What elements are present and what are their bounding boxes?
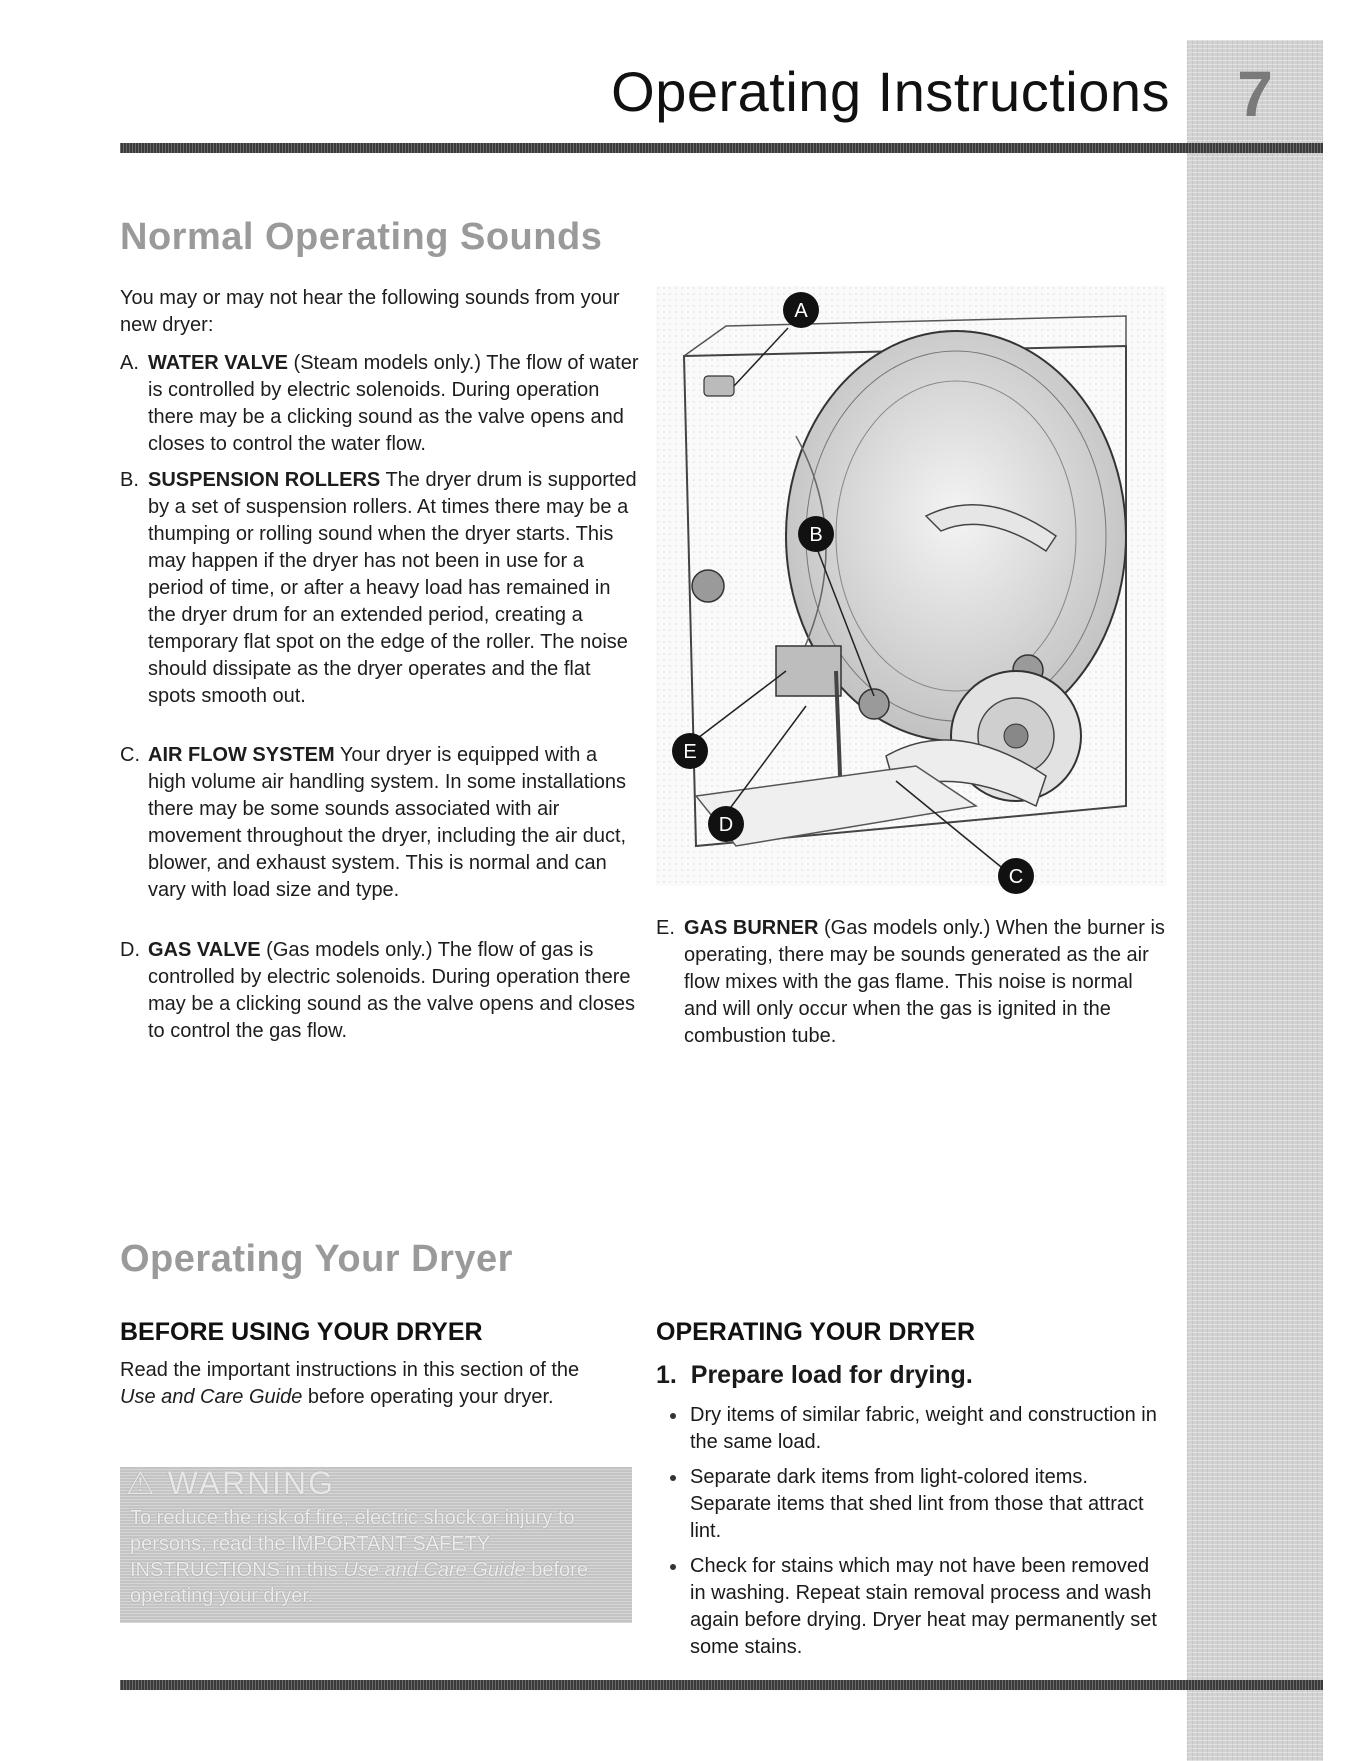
item-letter: E. (656, 917, 675, 939)
before-title: BEFORE USING YOUR DRYER (120, 1318, 483, 1346)
callout-a (783, 292, 819, 328)
page-title: Operating Instructions (611, 60, 1170, 123)
list-item (660, 1402, 1160, 1456)
callout-b-label: B (809, 524, 823, 546)
sound-item-gas-valve (120, 937, 640, 1045)
list-item (660, 1464, 1160, 1545)
warning-label: WARNING (167, 1465, 336, 1501)
item-text: (Steam models only.) The flow of water is controlled by electric solenoids. During operation there may be a clicking sound as the valve opens and closes to control the water flow. (148, 352, 639, 455)
callout-d (708, 806, 744, 842)
item-term: AIR FLOW SYSTEM (148, 744, 335, 766)
warning-title (126, 1467, 335, 1499)
callout-c (998, 858, 1034, 894)
sound-item-gas-burner (656, 915, 1166, 1050)
step-1-bullets (660, 1402, 1160, 1669)
water-valve (704, 376, 734, 396)
warning-triangle-icon: ⚠ (126, 1465, 157, 1501)
dryer-illustration (656, 286, 1166, 894)
callout-d-label: D (718, 814, 734, 836)
footer-rule (120, 1680, 1323, 1690)
step-title: Prepare load for drying. (690, 1361, 973, 1389)
sound-item-air-flow (120, 742, 640, 904)
item-letter: D. (120, 939, 140, 961)
bullet-text: Dry items of similar fabric, weight and construction in the same load. (690, 1404, 1157, 1453)
sounds-heading: Normal Operating Sounds (120, 216, 603, 258)
item-letter: A. (120, 352, 139, 374)
bullet-text: Separate dark items from light-colored items. Separate items that shed lint from those that attract lint. (690, 1466, 1144, 1542)
item-term: WATER VALVE (148, 352, 288, 374)
callout-c-label: C (1008, 866, 1024, 888)
sounds-intro: You may or may not hear the following sounds from your new dryer: (120, 287, 620, 336)
suspension-roller (692, 570, 724, 602)
before-text-part: before operating your dryer. (302, 1386, 554, 1408)
list-item (660, 1553, 1160, 1661)
before-text (120, 1357, 620, 1411)
step-1-heading (656, 1363, 973, 1388)
page-number: 7 (1237, 58, 1273, 130)
callout-e-label: E (683, 741, 697, 763)
item-text: The dryer drum is supported by a set of suspension rollers. At times there may be a thumping or rolling sound when the dryer starts. This may happen if the dryer has not been in use for a period of time, or after a heavy load has remained in the dryer drum for an extended period, creating a temporary flat spot on the edge of the roller. The noise should dissipate as the dryer operates and the flat spots smooth out. (148, 469, 637, 707)
side-tab (1187, 40, 1323, 1761)
guide-name: Use and Care Guide (120, 1386, 303, 1408)
bullet-icon (670, 1475, 676, 1481)
callout-e (672, 733, 708, 769)
callout-b (798, 516, 834, 552)
item-text: (Gas models only.) When the burner is operating, there may be sounds generated as the air flow mixes with the gas flame. This noise is normal and will only occur when the gas is ignited in the combustion tube. (684, 917, 1165, 1047)
header-rule (120, 143, 1323, 153)
bullet-icon (670, 1413, 676, 1419)
item-text: (Gas models only.) The flow of gas is controlled by electric solenoids. During operation there may be a clicking sound as the valve opens and closes to control the gas flow. (148, 939, 635, 1042)
warning-text-part: before operating your dryer. (130, 1559, 588, 1607)
bullet-text: Check for stains which may not have been removed in washing. Repeat stain removal process and wash again before drying. Dryer heat may permanently set some stains. (690, 1555, 1157, 1658)
operating-heading: Operating Your Dryer (120, 1238, 513, 1280)
item-term: GAS VALVE (148, 939, 261, 961)
guide-name: Use and Care Guide (343, 1559, 526, 1581)
warning-text (130, 1505, 630, 1609)
item-letter: C. (120, 744, 140, 766)
suspension-roller (859, 689, 889, 719)
before-text-part: Read the important instructions in this section of the (120, 1359, 580, 1381)
item-letter: B. (120, 469, 139, 491)
item-term: SUSPENSION ROLLERS (148, 469, 381, 491)
item-term: GAS BURNER (684, 917, 819, 939)
sound-item-suspension-rollers (120, 467, 640, 710)
item-text: Your dryer is equipped with a high volume air handling system. In some installations there may be some sounds associated with air movement throughout the dryer, including the air duct, blower, and exhaust system. This is normal and can vary with load size and type. (148, 744, 627, 901)
bullet-icon (670, 1564, 676, 1570)
callout-a-label: A (794, 300, 808, 322)
warning-text-part: To reduce the risk of fire, electric shock or injury to persons, read the IMPORTANT SAFETY INSTRUCTIONS in this (130, 1507, 575, 1581)
sound-item-water-valve (120, 350, 640, 458)
blower-hub (1004, 724, 1028, 748)
step-number: 1. (656, 1361, 677, 1389)
steps-title: OPERATING YOUR DRYER (656, 1318, 976, 1346)
